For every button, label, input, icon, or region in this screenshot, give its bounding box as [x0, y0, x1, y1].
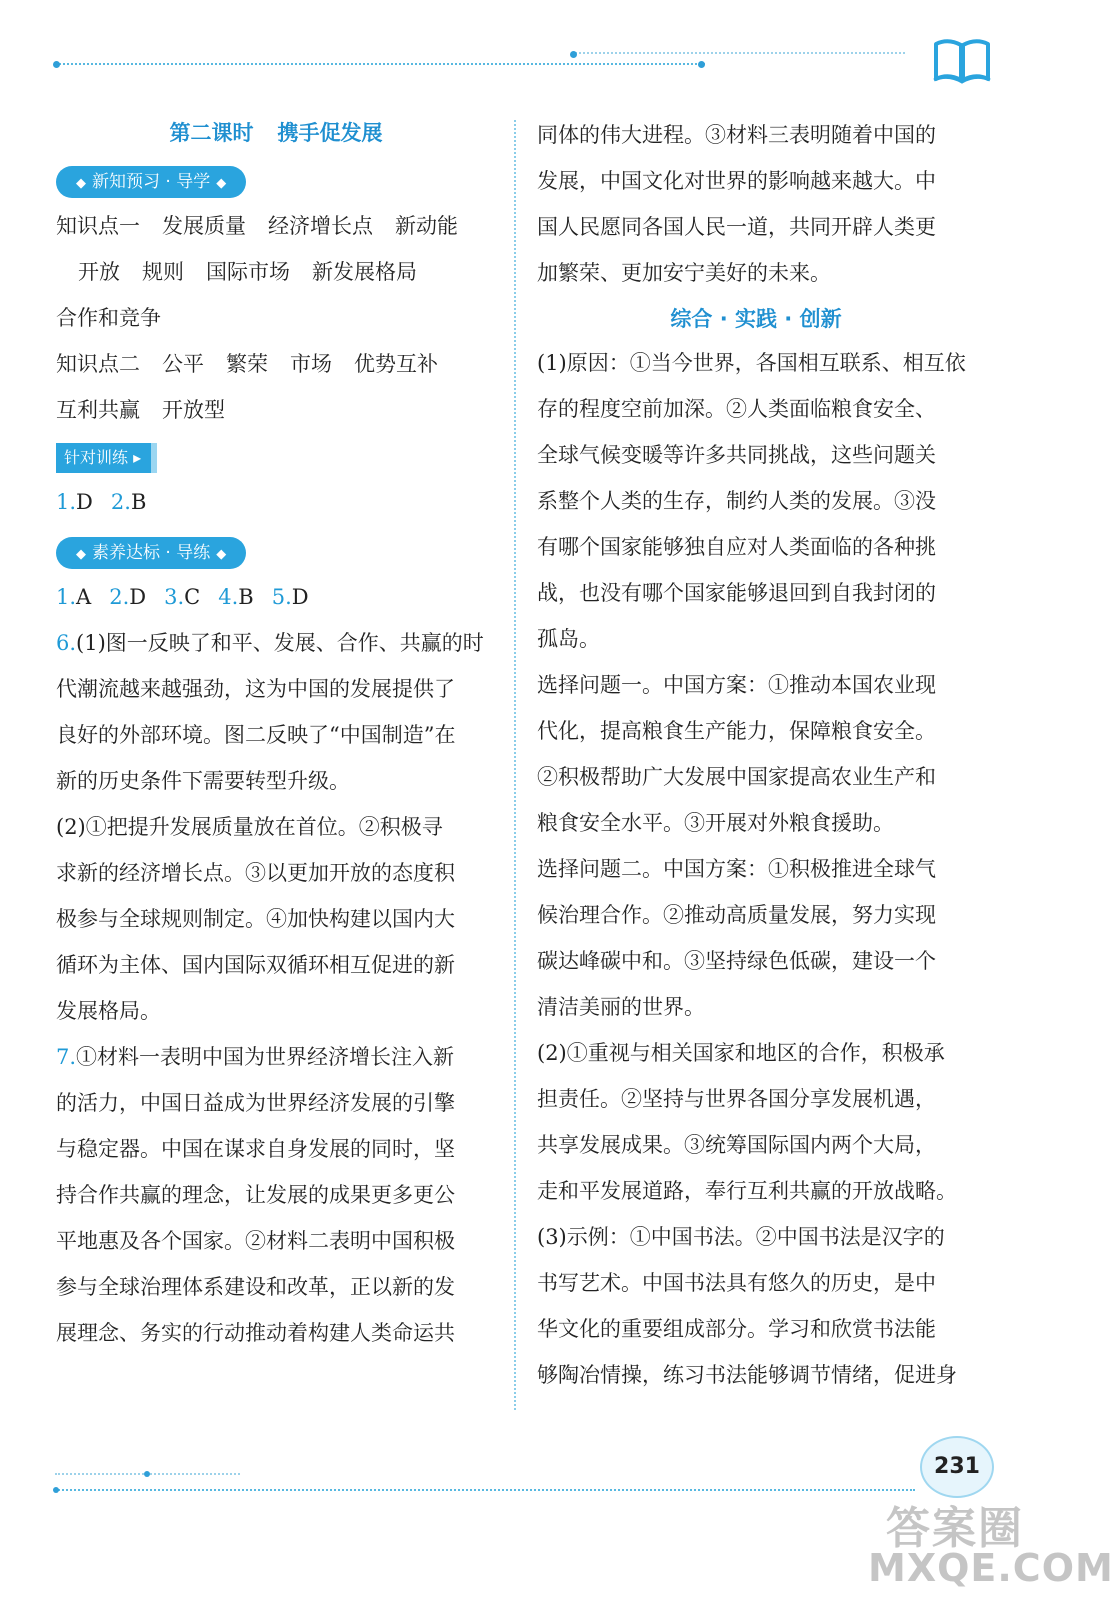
header-dotted-line [55, 62, 705, 66]
text-line: 6.(1)图一反映了和平、发展、合作、共赢的时 [56, 631, 484, 655]
text-line: 展理念、务实的行动推动着构建人类命运共 [56, 1321, 455, 1345]
text-line: 候治理合作。②推动高质量发展，努力实现 [537, 903, 936, 927]
page-number: 231 [920, 1436, 994, 1498]
text-line: 全球气候变暖等许多共同挑战，这些问题关 [537, 443, 936, 467]
text-line: 持合作共赢的理念，让发展的成果更多更公 [56, 1183, 455, 1207]
section-training-badge: 针对训练 ▸ [56, 443, 157, 473]
text-line: 新的历史条件下需要转型升级。 [56, 769, 350, 793]
text-line: 担责任。②坚持与世界各国分享发展机遇， [537, 1087, 936, 1111]
text-line: 发展，中国文化对世界的影响越来越大。中 [537, 169, 936, 193]
text-line: 求新的经济增长点。③以更加开放的态度积 [56, 861, 455, 885]
text-line: 有哪个国家能够独自应对人类面临的各种挑 [537, 535, 936, 559]
book-icon [932, 36, 992, 84]
text-line: ②积极帮助广大发展中国家提高农业生产和 [537, 765, 936, 789]
text-line: 国人民愿同各国人民一道，共同开辟人类更 [537, 215, 936, 239]
footer-dot [144, 1471, 150, 1477]
text-line: 共享发展成果。③统筹国际国内两个大局， [537, 1133, 936, 1157]
text-line: (3)示例：①中国书法。②中国书法是汉字的 [537, 1225, 945, 1249]
knowledge-point-1 [56, 203, 496, 341]
text-line: 参与全球治理体系建设和改革，正以新的发 [56, 1275, 455, 1299]
question-7 [56, 1034, 496, 1356]
text-line: 平地惠及各个国家。②材料二表明中国积极 [56, 1229, 455, 1253]
text-line: 的活力，中国日益成为世界经济发展的引擎 [56, 1091, 455, 1115]
text-line: 循环为主体、国内国际双循环相互促进的新 [56, 953, 455, 977]
text-line: 碳达峰碳中和。③坚持绿色低碳，建设一个 [537, 949, 936, 973]
text-line: 战，也没有哪个国家能够退回到自我封闭的 [537, 581, 936, 605]
text-line: 发展格局。 [56, 999, 161, 1023]
header-dotted-line-upper [575, 52, 905, 54]
training-answers: 1.D 2.B [56, 490, 147, 514]
footer-dotted-line [55, 1489, 915, 1491]
text-line: 华文化的重要组成部分。学习和欣赏书法能 [537, 1317, 936, 1341]
text-line: 同体的伟大进程。③材料三表明随着中国的 [537, 123, 936, 147]
text-line: 代化，提高粮食生产能力，保障粮食安全。 [537, 719, 936, 743]
text-line: (2)①把提升发展质量放在首位。②积极寻 [56, 815, 443, 839]
comprehensive-answers [537, 340, 975, 1398]
text-line: 书写艺术。中国书法具有悠久的历史，是中 [537, 1271, 936, 1295]
text-line: 互利共赢 开放型 [56, 398, 225, 422]
text-line: 粮食安全水平。③开展对外粮食援助。 [537, 811, 894, 835]
text-line: 代潮流越来越强劲，这为中国的发展提供了 [56, 677, 455, 701]
footer-dot [53, 1487, 59, 1493]
text-line: (2)①重视与相关国家和地区的合作，积极承 [537, 1041, 945, 1065]
text-line: 选择问题一。中国方案：①推动本国农业现 [537, 673, 936, 697]
text-line: 选择问题二。中国方案：①积极推进全球气 [537, 857, 936, 881]
text-line: 开放 规则 国际市场 新发展格局 [78, 260, 417, 284]
lesson-title: 第二课时 携手促发展 [169, 121, 383, 145]
question-7-continued [537, 112, 975, 296]
right-column [537, 112, 975, 1398]
watermark-logo: 答案圈 MXQE.COM [868, 1503, 1114, 1590]
column-divider [514, 120, 516, 1410]
section-preview-badge: ◆ 新知预习 · 导学 ◆ [56, 166, 246, 198]
knowledge-point-2 [56, 341, 496, 433]
text-line: 孤岛。 [537, 627, 600, 651]
text-line: 与稳定器。中国在谋求自身发展的同时，坚 [56, 1137, 455, 1161]
text-line: 良好的外部环境。图二反映了“中国制造”在 [56, 723, 456, 747]
text-line: 走和平发展道路，奉行互利共赢的开放战略。 [537, 1179, 957, 1203]
section-title-comprehensive: 综合 · 实践 · 创新 [670, 307, 842, 331]
text-line: 知识点一 发展质量 经济增长点 新动能 [56, 214, 458, 238]
text-line: 清洁美丽的世界。 [537, 995, 705, 1019]
text-line: 极参与全球规则制定。④加快构建以国内大 [56, 907, 455, 931]
text-line: 存的程度空前加深。②人类面临粮食安全、 [537, 397, 936, 421]
text-line: 加繁荣、更加安宁美好的未来。 [537, 261, 831, 285]
mc-answers: 1.A 2.D 3.C 4.B 5.D [56, 585, 309, 609]
text-line: 合作和竞争 [56, 306, 161, 330]
left-column [56, 112, 496, 1356]
text-line: 知识点二 公平 繁荣 市场 优势互补 [56, 352, 438, 376]
question-6 [56, 620, 496, 1034]
text-line: 够陶冶情操，练习书法能够调节情绪，促进身 [537, 1363, 957, 1387]
text-line: 系整个人类的生存，制约人类的发展。③没 [537, 489, 936, 513]
section-practice-badge: ◆ 素养达标 · 导练 ◆ [56, 537, 246, 569]
text-line: 7.①材料一表明中国为世界经济增长注入新 [56, 1045, 455, 1069]
text-line: (1)原因：①当今世界，各国相互联系、相互依 [537, 351, 966, 375]
